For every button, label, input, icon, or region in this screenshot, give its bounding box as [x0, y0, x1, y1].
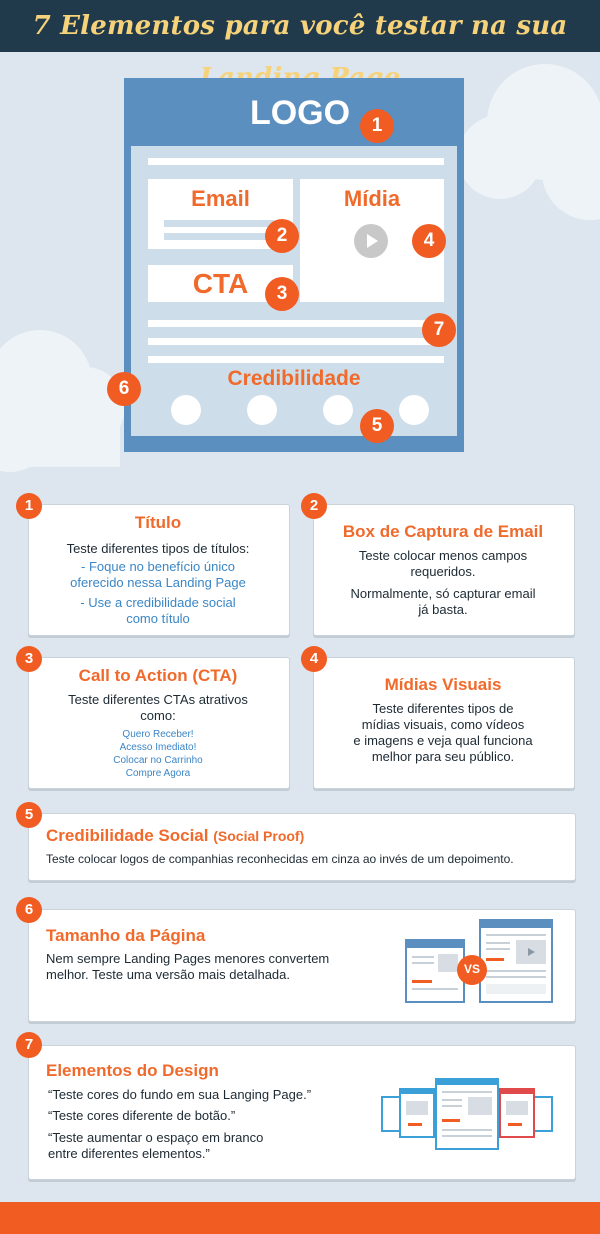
cta-example: Quero Receber!	[122, 729, 194, 740]
card-text: e imagens e veja qual funciona	[353, 733, 533, 748]
card-text: melhor para seu público.	[371, 749, 515, 764]
card-number: 5	[16, 802, 42, 828]
badge-3: 3	[265, 277, 299, 311]
card-title-suffix: (Social Proof)	[213, 828, 305, 844]
mockup-logo-circle	[171, 395, 201, 425]
card-text: Teste diferentes tipos de	[372, 701, 514, 716]
card-number: 4	[301, 646, 327, 672]
card-text: como:	[140, 708, 176, 723]
badge-1: 1	[360, 109, 394, 143]
card-number: 3	[16, 646, 42, 672]
badge-7: 7	[422, 313, 456, 347]
card-text: “Teste aumentar o espaço em branco	[48, 1130, 264, 1145]
mockup-email-line	[164, 233, 274, 240]
card-text: requeridos.	[410, 564, 476, 579]
card-text: “Teste cores diferente de botão.”	[48, 1108, 236, 1123]
card-tip: oferecido nessa Landing Page	[70, 575, 246, 590]
card-title: Call to Action (CTA)	[78, 666, 238, 685]
card-text: Teste diferentes CTAs atrativos	[68, 692, 248, 707]
mockup-top-bar	[148, 158, 444, 165]
card-title: Título	[134, 513, 182, 532]
vs-badge-label: VS	[463, 962, 480, 976]
design-variations-illustration	[380, 1075, 554, 1151]
card-text: Teste colocar logos de companhias reconhecidas em cinza ao invés de um depoimento.	[46, 852, 514, 866]
mockup-media-label: Mídia	[343, 186, 401, 211]
mockup-text-line	[148, 338, 444, 345]
badge-5: 5	[360, 409, 394, 443]
card-title: Tamanho da Página	[46, 926, 206, 945]
badge-2: 2	[265, 219, 299, 253]
badge-4: 4	[412, 224, 446, 258]
mockup-email-line	[164, 220, 274, 227]
card-text: Normalmente, só capturar email	[350, 586, 536, 601]
card-title: Elementos do Design	[46, 1061, 219, 1080]
mockup-credibility-label: Credibilidade	[227, 367, 361, 390]
footer-accent-bar	[0, 1202, 600, 1234]
page-size-comparison-illustration	[404, 918, 556, 1004]
card-title-main: Credibilidade Social	[46, 826, 209, 845]
card-text: Nem sempre Landing Pages menores convertem	[46, 951, 330, 966]
mockup-logo-circle	[399, 395, 429, 425]
card-title: Mídias Visuais	[384, 675, 502, 694]
cta-example: Colocar no Carrinho	[113, 755, 203, 766]
badge-6: 6	[107, 372, 141, 406]
mockup-text-line	[148, 356, 444, 363]
cta-example: Acesso Imediato!	[119, 742, 197, 753]
card-tip: como título	[126, 611, 190, 626]
header-bar	[0, 0, 600, 52]
card-text: Teste colocar menos campos	[358, 548, 528, 563]
card-text: já basta.	[418, 602, 468, 617]
mockup-logo-text: LOGO	[249, 94, 351, 132]
card-text: entre diferentes elementos.”	[48, 1146, 210, 1161]
card-text: melhor. Teste uma versão mais detalhada.	[46, 967, 291, 982]
mockup-text-line	[148, 320, 444, 327]
card-number: 2	[301, 493, 327, 519]
page-title: 7 Elementos para você testar na sua	[32, 11, 568, 41]
card-number: 7	[16, 1032, 42, 1058]
card-title: Box de Captura de Email	[342, 522, 544, 541]
card-social	[28, 813, 576, 881]
card-tip: - Use a credibilidade social	[80, 595, 236, 610]
card-number: 1	[16, 493, 42, 519]
play-icon	[354, 224, 388, 258]
card-text: Teste diferentes tipos de títulos:	[66, 541, 250, 556]
mockup-email-label: Email	[191, 186, 250, 211]
cta-example: Compre Agora	[125, 768, 191, 779]
card-title	[46, 826, 566, 846]
card-text: “Teste cores do fundo em sua Langing Page.”	[48, 1087, 312, 1102]
card-tip: - Foque no benefício único	[81, 559, 235, 574]
card-number: 6	[16, 897, 42, 923]
mockup-logo-circle	[323, 395, 353, 425]
card-text: mídias visuais, como vídeos	[361, 717, 525, 732]
mockup-cta-label: CTA	[192, 268, 249, 299]
mockup-logo-circle	[247, 395, 277, 425]
